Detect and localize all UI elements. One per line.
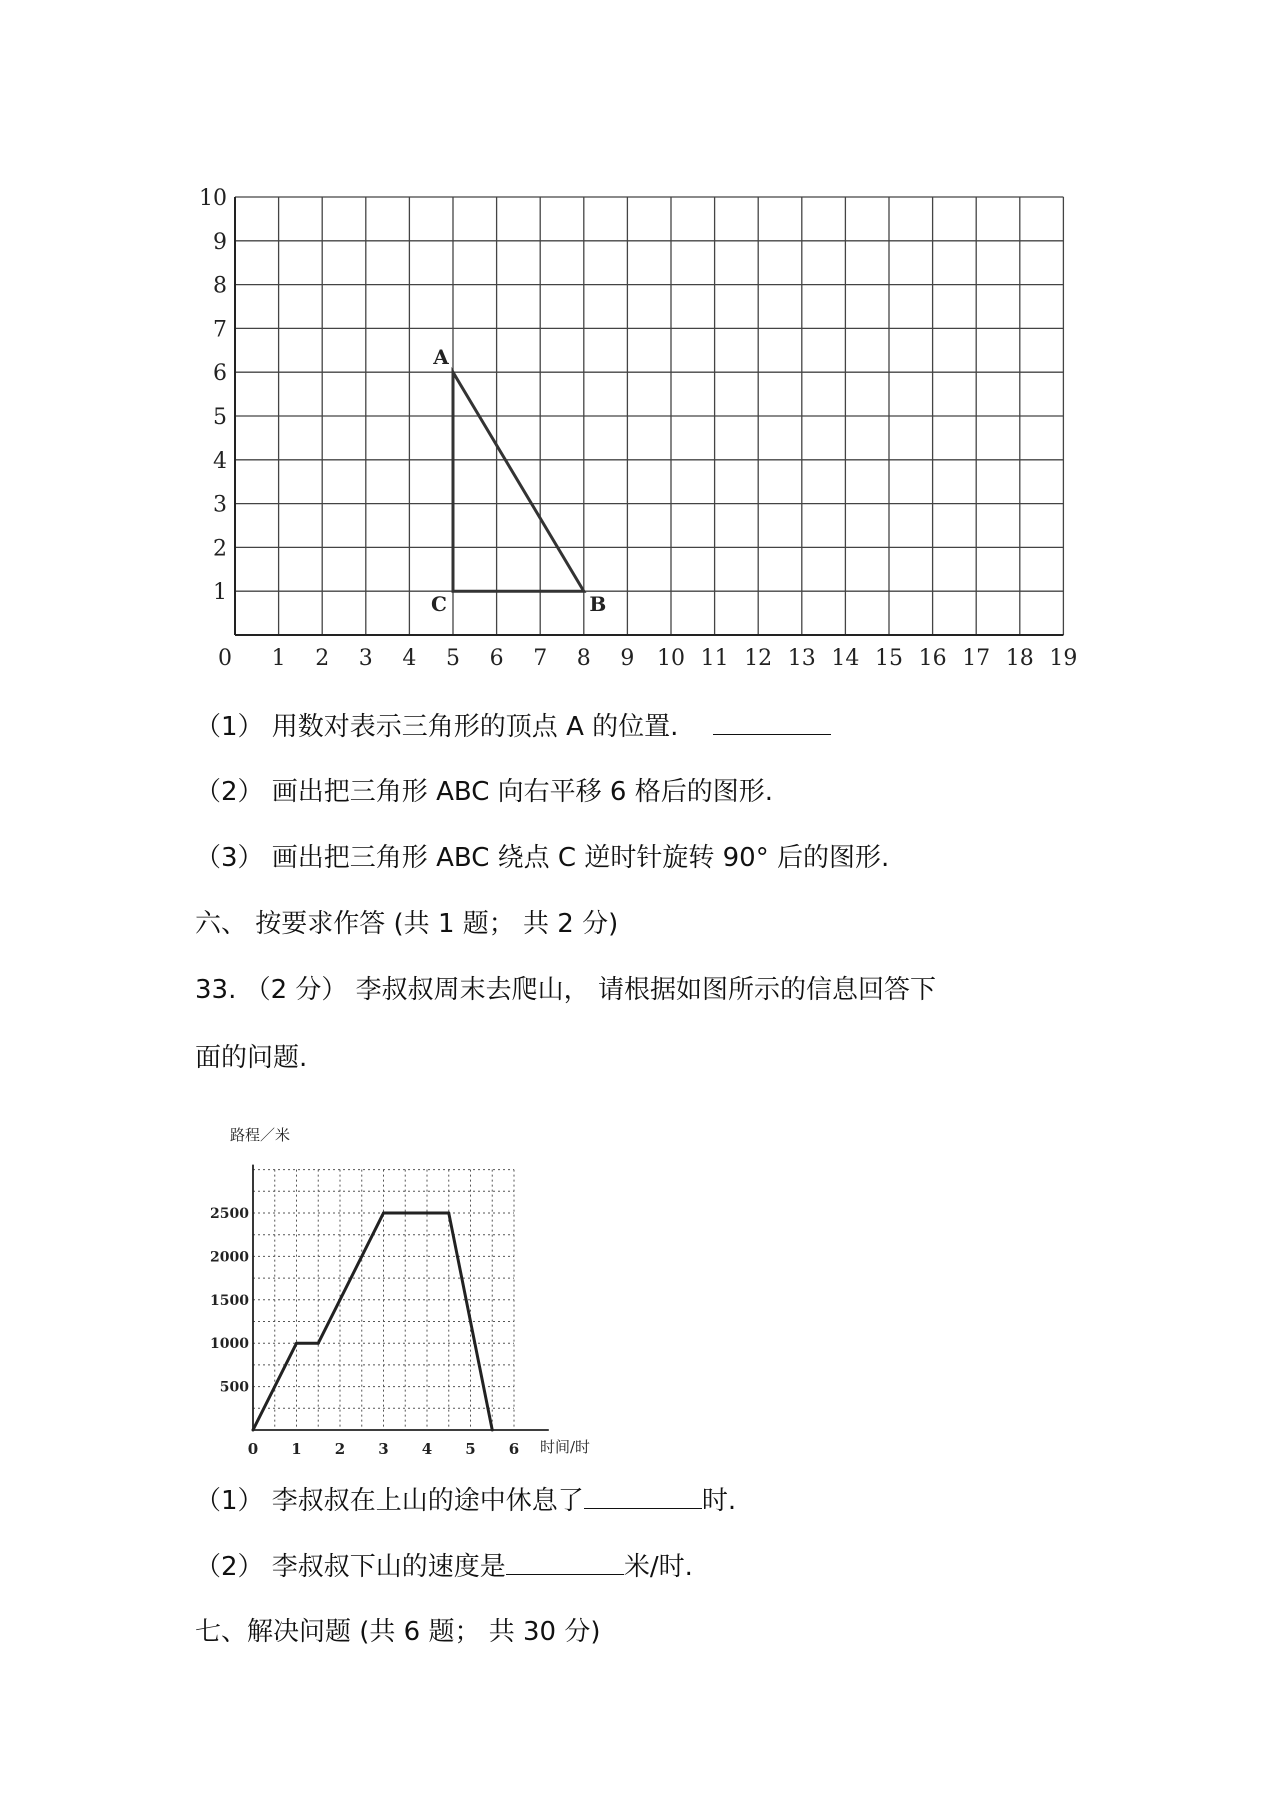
y-tick-label: 2000 <box>210 1249 249 1266</box>
q33-part2 <box>195 1548 693 1585</box>
q33-stem-line1: 33. （2 分） 李叔叔周末去爬山， 请根据如图所示的信息回答下 <box>195 975 936 1005</box>
y-tick-label: 7 <box>213 317 227 343</box>
y-tick-label: 2 <box>213 536 227 562</box>
data-point <box>491 1429 494 1432</box>
x-tick-label: 6 <box>508 1440 520 1458</box>
q32-part1-answer-blank[interactable] <box>713 708 831 735</box>
y-tick-label: 6 <box>213 361 227 387</box>
x-tick-label: 9 <box>620 646 635 671</box>
x-tick-label: 4 <box>421 1440 433 1458</box>
x-tick-label: 7 <box>533 646 548 671</box>
x-tick-labels <box>218 646 1077 671</box>
x-tick-label: 3 <box>378 1440 389 1458</box>
triangle-outline <box>453 372 584 591</box>
x-tick-label: 4 <box>402 646 417 671</box>
y-tick-label: 2500 <box>210 1206 249 1222</box>
y-tick-label: 10 <box>199 186 227 211</box>
chart-axes <box>253 1165 549 1430</box>
data-point <box>252 1429 255 1432</box>
x-tick-label: 15 <box>875 646 903 671</box>
chart-x-ticks <box>248 1440 519 1458</box>
x-tick-label: 18 <box>1005 646 1034 671</box>
x-tick-label: 1 <box>291 1440 302 1458</box>
distance-time-chart <box>210 1110 625 1470</box>
y-tick-label: 8 <box>213 273 227 299</box>
q33-part2-text: （2） 李叔叔下山的速度是 <box>195 1552 506 1582</box>
triangle-abc <box>431 345 606 616</box>
q32-part1-text: （1） 用数对表示三角形的顶点 A 的位置. <box>195 712 679 742</box>
x-tick-label: 6 <box>489 646 504 671</box>
q33-part1-answer-blank[interactable] <box>584 1482 702 1509</box>
section-7-heading: 七、解决问题 (共 6 题； 共 30 分) <box>195 1617 601 1647</box>
grid-lines <box>235 197 1063 635</box>
q32-part2: （2） 画出把三角形 ABC 向右平移 6 格后的图形. <box>195 777 773 807</box>
x-tick-label: 1 <box>271 646 286 671</box>
q33-part2-unit: 米/时. <box>623 1552 693 1582</box>
x-tick-label: 8 <box>576 646 591 671</box>
coordinate-grid-figure <box>195 180 1095 670</box>
q33-part2-answer-blank[interactable] <box>506 1548 624 1575</box>
y-tick-label: 3 <box>213 492 227 518</box>
q33-part1-text: （1） 李叔叔在上山的途中休息了 <box>195 1486 584 1516</box>
x-tick-label: 0 <box>247 1440 259 1458</box>
q32-part3: （3） 画出把三角形 ABC 绕点 C 逆时针旋转 90° 后的图形. <box>195 843 890 873</box>
q33-part1-unit: 时. <box>701 1486 737 1516</box>
x-tick-label: 19 <box>1049 646 1078 671</box>
x-tick-label: 13 <box>787 646 816 671</box>
y-tick-label: 1000 <box>210 1336 249 1353</box>
q32-part1 <box>195 708 831 745</box>
q33-part1 <box>195 1482 736 1519</box>
x-tick-label: 5 <box>446 646 460 671</box>
section-6-heading: 六、 按要求作答 (共 1 题； 共 2 分) <box>195 909 619 939</box>
chart-grid <box>253 1170 514 1430</box>
x-tick-label: 0 <box>218 646 232 671</box>
y-tick-label: 500 <box>219 1379 249 1396</box>
vertex-label-b: B <box>589 592 607 617</box>
x-tick-label: 10 <box>657 646 685 671</box>
x-tick-label: 11 <box>700 646 729 671</box>
y-tick-label: 9 <box>213 229 227 255</box>
data-point <box>447 1212 450 1215</box>
x-axis-label: 时间/时 <box>540 1438 591 1456</box>
y-tick-label: 5 <box>213 405 227 430</box>
vertex-label-a: A <box>433 345 449 370</box>
x-tick-label: 2 <box>315 646 330 671</box>
y-axis-label: 路程／米 <box>230 1126 291 1144</box>
data-point <box>382 1212 385 1215</box>
y-tick-label: 4 <box>213 448 227 474</box>
y-tick-labels <box>199 186 227 605</box>
x-tick-label: 16 <box>918 646 947 671</box>
data-point <box>317 1342 320 1345</box>
vertex-label-c: C <box>431 592 447 617</box>
y-tick-label: 1500 <box>210 1292 249 1309</box>
chart-y-ticks <box>210 1206 249 1396</box>
data-point <box>295 1342 298 1345</box>
q33-stem-line2: 面的问题. <box>195 1043 308 1073</box>
x-tick-label: 14 <box>831 646 860 671</box>
y-tick-label: 1 <box>213 580 227 606</box>
x-tick-label: 12 <box>744 646 773 671</box>
x-tick-label: 2 <box>334 1440 346 1458</box>
x-tick-label: 5 <box>465 1440 476 1458</box>
x-tick-label: 17 <box>962 646 991 671</box>
x-tick-label: 3 <box>358 646 373 671</box>
chart-series <box>252 1212 494 1432</box>
